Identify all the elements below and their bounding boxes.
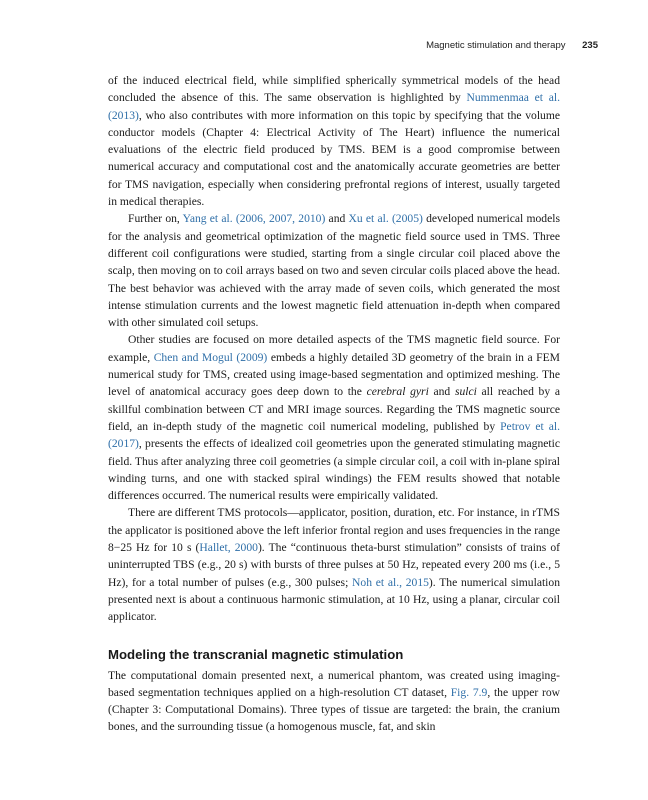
text-run: , who also contributes with more information on this topic by specifying that the volume conductor models (Chapter 4: Electrical Activity of The Heart) influence the numerical evaluations of the electric field produced by TMS. BEM is a good compromise between numerical accuracy and computational cost and the anatomically accurate geometries are better for TMS navigation, especially when considering prefrontal regions of interest, usually targeted in medical therapies. xyxy=(108,108,560,209)
text-run: Other studies are focused on more detailed aspects of the TMS magnetic field source. For example, xyxy=(108,333,560,364)
text-run: , the upper row (Chapter 3: Computational Domains). Three types of tissue are targeted: the brain, the cranium bones, and the surrounding tissue (a homogenous muscle, fat, and skin xyxy=(108,685,560,734)
running-head xyxy=(426,40,598,51)
citation-link[interactable]: Xu et al. (2005) xyxy=(348,212,423,226)
italic-term: sulci xyxy=(454,385,477,399)
text-run: ). The “continuous theta-burst stimulation” consists of trains of uninterrupted TBS (e.g., 20 s) with bursts of three pulses at 50 Hz, repeated every 200 ms (i.e., 5 Hz), for a total number of pulses (e.g., 300 pulses; xyxy=(108,541,560,589)
paragraph-3 xyxy=(108,331,560,504)
running-head-title: Magnetic stimulation and therapy xyxy=(426,40,566,51)
text-run: all reached by a skillful combination between CT and MRI image sources. Regarding the TMS magnetic source field, an in-depth study of the magnetic coil numerical modeling, published by xyxy=(108,385,560,433)
citation-link[interactable]: Chen and Mogul (2009) xyxy=(153,350,268,364)
citation-link[interactable]: Noh et al., 2015 xyxy=(352,575,429,589)
page-number: 235 xyxy=(582,40,598,51)
figure-link[interactable]: Fig. 7.9 xyxy=(450,685,488,699)
text-run: There are different TMS protocols—applicator, position, duration, etc. For instance, in rTMS the applicator is positioned above the left inferior frontal region and uses frequencies in the range 8−25 Hz for 10 s ( xyxy=(108,506,560,555)
italic-term: cerebral gyri xyxy=(366,385,429,399)
paragraph-2 xyxy=(108,210,560,331)
citation-link[interactable]: Hallet, 2000 xyxy=(199,541,258,555)
text-run: developed numerical models for the analysis and geometrical optimization of the magnetic field source used in TMS. Three different coil configurations were studied, starting from a single circular coil placed above the scalp, then moving on to coil arrays based on two and seven circular coils placed above the head. The best behavior was achieved with the array made of seven coils, which generated the most intense stimulation currents and the lowest magnetic field attenuation in-depth when compared with other simulated coil setups. xyxy=(108,212,560,330)
text-run: ). The numerical simulation presented next is about a continuous harmonic stimulation, at 10 Hz, using a planar, circular coil applicator. xyxy=(108,575,560,624)
citation-link[interactable]: Nummenmaa et al. (2013) xyxy=(108,91,560,122)
text-run: embeds a highly detailed 3D geometry of the brain in a FEM numerical study for TMS, created using image-based segmentation and optimized meshing. The level of anatomical accuracy goes deep down to the xyxy=(108,350,560,399)
citation-link[interactable]: Petrov et al. (2017) xyxy=(108,419,560,451)
text-run: Further on, xyxy=(128,212,183,226)
section-heading: Modeling the transcranial magnetic stimulation xyxy=(108,646,404,662)
paragraph-1 xyxy=(108,72,560,210)
paragraph-5 xyxy=(108,667,560,736)
text-run: , presents the effects of idealized coil geometries upon the generated stimulating magnetic field. Thus after analyzing three coil geometries (a simple circular coil, a coil with in-plane spiral winding turns, and one with stacked spiral windings) the FEM results showed that notable differences occurred. The numerical results were empirically validated. xyxy=(108,437,560,503)
text-run: of the induced electrical field, while simplified spherically symmetrical models of the head concluded the absence of this. The same observation is highlighted by xyxy=(108,74,560,105)
text-run: and xyxy=(428,385,455,399)
page-body xyxy=(108,72,560,736)
text-run: and xyxy=(325,212,349,226)
text-run: The computational domain presented next, a numerical phantom, was created using imaging-based segmentation techniques applied on a high-resolution CT dataset, xyxy=(108,668,560,699)
paragraph-4 xyxy=(108,504,560,625)
citation-link[interactable]: Yang et al. (2006, 2007, 2010) xyxy=(182,212,326,226)
